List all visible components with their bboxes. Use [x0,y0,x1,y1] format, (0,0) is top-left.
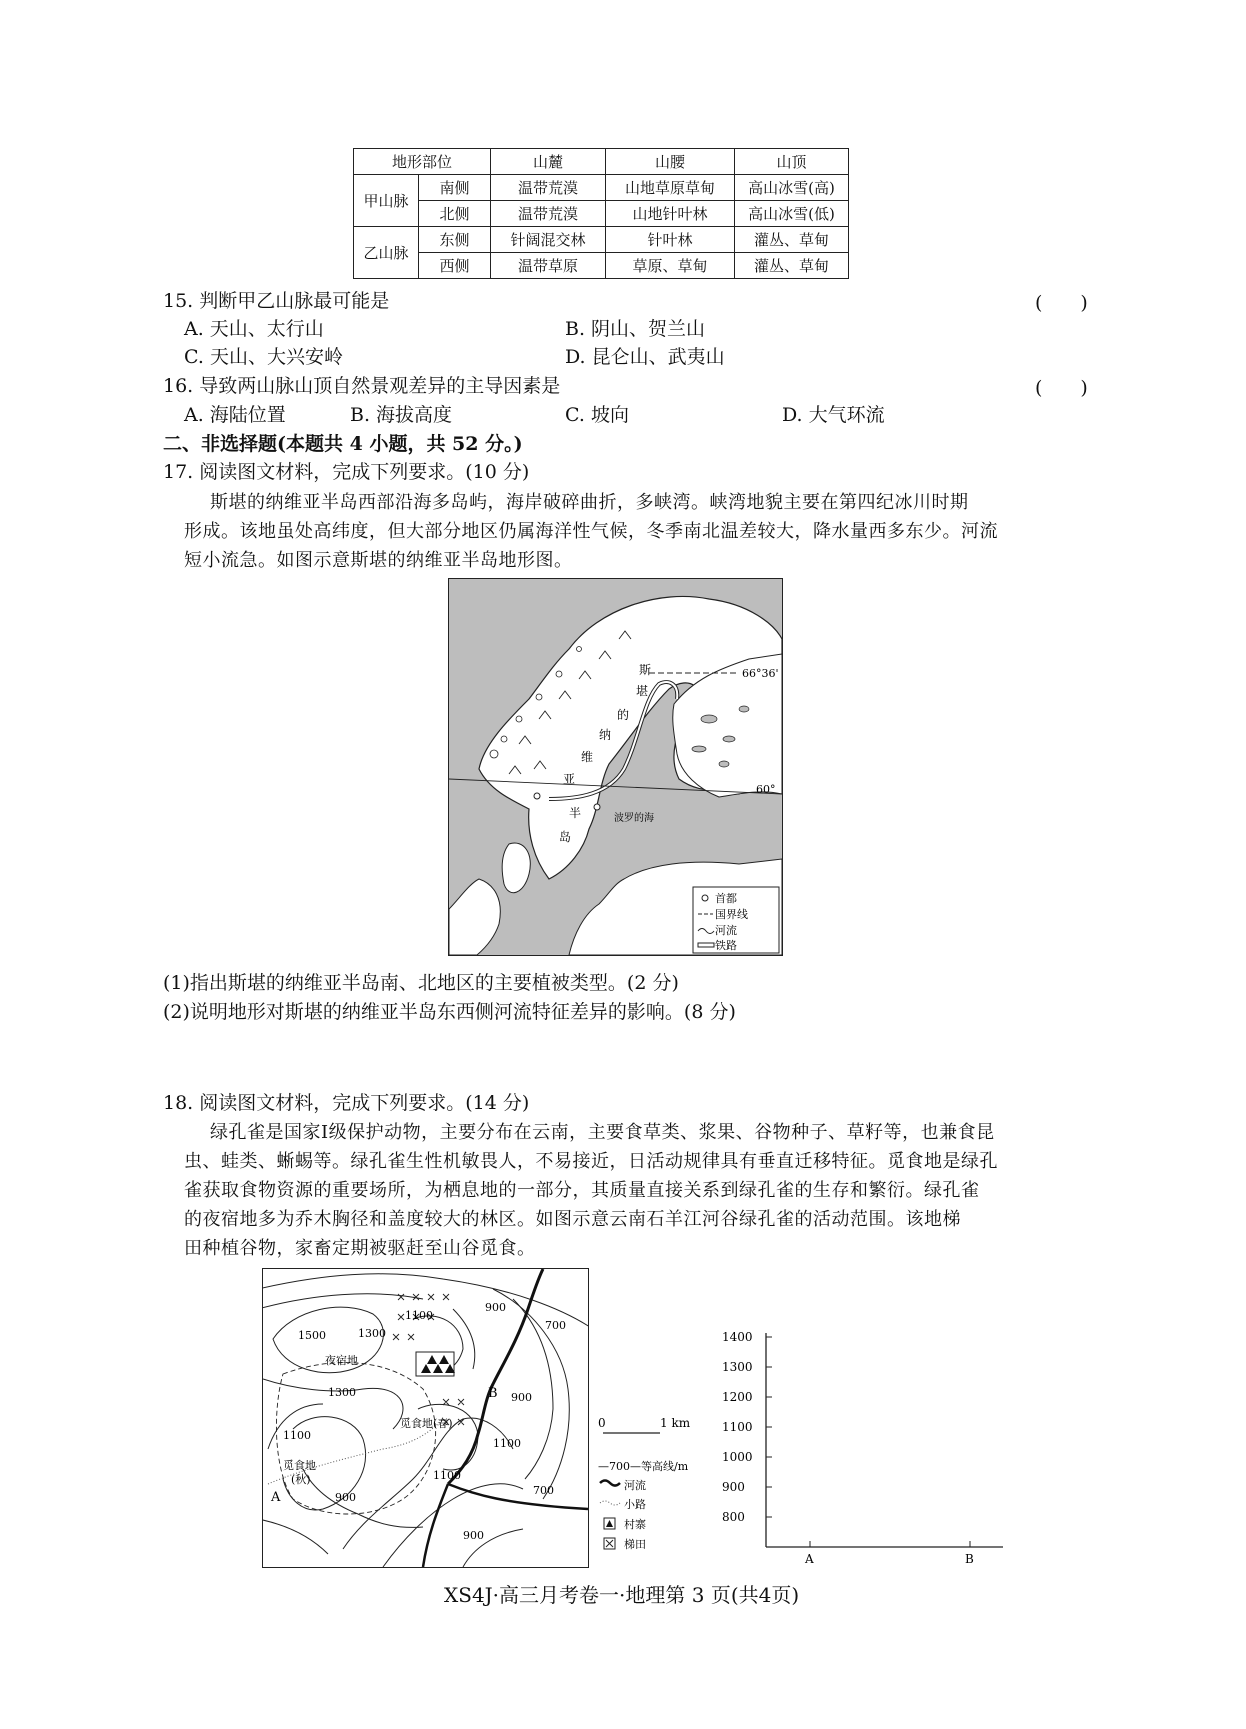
table-cell: 山地针叶林 [606,201,735,227]
feed-spring-label: 觅食地(春) [400,1417,453,1430]
peninsula-char: 维 [581,750,594,764]
legend-terrace: 梯田 [624,1538,646,1551]
legend-trail: 小路 [624,1498,646,1511]
profile-graph[interactable] [720,1325,1010,1570]
q17-sub-1: (1)指出斯堪的纳维亚半岛南、北地区的主要植被类型。(2 分) [163,972,679,994]
vegetation-table [353,148,849,279]
peninsula-char: 的 [617,708,630,722]
table-cell: 高山冰雪(高) [735,175,849,201]
lat-label-south: 60° [756,783,776,796]
table-cell: 针叶林 [606,227,735,253]
q16-option-a[interactable]: A. 海陆位置 [184,404,286,426]
legend-village: 村寨 [624,1518,646,1531]
point-a-label: A [271,1490,281,1505]
contour-label: 1300 [358,1327,386,1340]
q15-stem: 15. 判断甲乙山脉最可能是 [163,290,390,312]
feed-autumn-label: 觅食地 [283,1459,316,1472]
table-cell: 草原、草甸 [606,253,735,279]
legend-contour: —700—等高线/m [598,1460,689,1473]
table-cell: 温带荒漠 [491,201,606,227]
profile-y-tick-label: 1300 [722,1360,753,1374]
peninsula-char: 斯 [639,663,652,677]
table-cell: 北侧 [419,201,491,227]
page-footer: XS4J·高三月考卷一·地理第 3 页(共4页) [444,1583,800,1607]
legend-capital: 首都 [715,892,737,905]
scale-length: 1 km [660,1416,691,1430]
contour-label: 1100 [493,1437,521,1450]
table-cell: 灌丛、草甸 [735,253,849,279]
contour-label: 1100 [433,1469,461,1482]
scandinavia-map [448,578,783,956]
q17-para-line-3: 短小流急。如图示意斯堪的纳维亚半岛地形图。 [184,550,573,571]
q15-answer-paren[interactable]: ( ) [1035,292,1088,314]
table-cell: 山地草原草甸 [606,175,735,201]
contour-label: 900 [511,1391,532,1404]
roost-label: 夜宿地 [325,1354,358,1367]
legend-river: 河流 [715,924,737,937]
table-header-cell: 地形部位 [354,149,491,175]
section-2-heading: 二、非选择题(本题共 4 小题，共 52 分。) [163,433,523,455]
legend-border: 国界线 [715,908,748,921]
q16-option-d[interactable]: D. 大气环流 [782,404,885,426]
scale-zero: 0 [598,1416,606,1430]
peninsula-char: 岛 [559,830,572,844]
contour-label: 900 [463,1529,484,1542]
contour-legend [598,1415,708,1575]
contour-label: 1500 [298,1329,326,1342]
q16-option-b[interactable]: B. 海拔高度 [350,404,453,426]
feed-autumn-label-2: (秋) [291,1473,311,1486]
contour-label: 1300 [328,1386,356,1399]
q18-para-line-4: 的夜宿地多为乔木胸径和盖度较大的林区。如图示意云南石羊江河谷绿孔雀的活动范围。该地梯 [184,1209,961,1230]
q16-option-c[interactable]: C. 坡向 [565,404,629,426]
contour-label: 1100 [405,1309,433,1322]
table-header-cell: 山麓 [491,149,606,175]
q18-para-line-5: 田种植谷物，家畜定期被驱赶至山谷觅食。 [184,1238,536,1259]
q18-para-line-3: 雀获取食物资源的重要场所，为栖息地的一部分，其质量直接关系到绿孔雀的生存和繁衍。绿孔雀 [184,1180,980,1201]
q17-sub-2: (2)说明地形对斯堪的纳维亚半岛东西侧河流特征差异的影响。(8 分) [163,1001,736,1023]
table-cell: 西侧 [419,253,491,279]
profile-y-tick-label: 1000 [722,1450,753,1464]
profile-y-tick-label: 800 [722,1510,745,1524]
legend-river: 河流 [624,1479,646,1492]
table-cell: 灌丛、草甸 [735,227,849,253]
table-cell: 高山冰雪(低) [735,201,849,227]
legend-railway: 铁路 [715,939,737,952]
table-group-name: 甲山脉 [354,175,419,227]
table-header-cell: 山顶 [735,149,849,175]
q18-para-line-1: 绿孔雀是国家Ⅰ级保护动物，主要分布在云南，主要食草类、浆果、谷物种子、草籽等，也兼食昆 [210,1122,995,1143]
contour-label: 1100 [283,1429,311,1442]
q17-stem: 17. 阅读图文材料，完成下列要求。(10 分) [163,461,530,483]
q18-stem: 18. 阅读图文材料，完成下列要求。(14 分) [163,1092,530,1114]
contour-label: 900 [335,1491,356,1504]
table-header-cell: 山腰 [606,149,735,175]
table-cell: 针阔混交林 [491,227,606,253]
contour-map [262,1268,589,1568]
peninsula-char: 亚 [563,772,576,786]
q15-option-d[interactable]: D. 昆仑山、武夷山 [565,346,725,368]
q15-option-b[interactable]: B. 阴山、贺兰山 [565,318,706,340]
table-group-name: 乙山脉 [354,227,419,279]
q16-stem: 16. 导致两山脉山顶自然景观差异的主导因素是 [163,375,561,397]
capital-icon [702,895,708,901]
q17-para-line-2: 形成。该地虽处高纬度，但大部分地区仍属海洋性气候，冬季南北温差较大，降水量西多东少。河流 [184,521,998,542]
profile-y-tick-label: 1400 [722,1330,753,1344]
peninsula-char: 堪 [636,684,649,698]
trail-icon [600,1501,620,1505]
q15-option-a[interactable]: A. 天山、太行山 [184,318,324,340]
profile-x-label-a: A [805,1552,814,1566]
railway-icon [698,943,714,947]
q16-answer-paren[interactable]: ( ) [1035,377,1088,399]
peninsula-char: 纳 [599,728,612,742]
baltic-sea-label: 波罗的海 [614,813,654,824]
table-cell: 温带草原 [491,253,606,279]
table-cell: 南侧 [419,175,491,201]
q17-para-line-1: 斯堪的纳维亚半岛西部沿海多岛屿，海岸破碎曲折，多峡湾。峡湾地貌主要在第四纪冰川时期 [210,492,969,513]
profile-y-tick-label: 1100 [722,1420,753,1434]
peninsula-char: 半 [569,806,582,820]
contour-label: 900 [485,1301,506,1314]
contour-label: 700 [545,1319,566,1332]
lat-label-north: 66°36' [742,667,779,680]
q15-option-c[interactable]: C. 天山、大兴安岭 [184,346,343,368]
profile-y-tick-label: 900 [722,1480,745,1494]
contour-label: 700 [533,1484,554,1497]
river-icon [600,1481,620,1486]
q18-para-line-2: 虫、蛙类、蜥蜴等。绿孔雀生性机敏畏人，不易接近，日活动规律具有垂直迁移特征。觅食地是绿孔 [184,1151,998,1172]
table-cell: 温带荒漠 [491,175,606,201]
point-b-label: B [488,1386,498,1401]
profile-y-tick-label: 1200 [722,1390,753,1404]
profile-x-label-b: B [965,1552,974,1566]
table-cell: 东侧 [419,227,491,253]
